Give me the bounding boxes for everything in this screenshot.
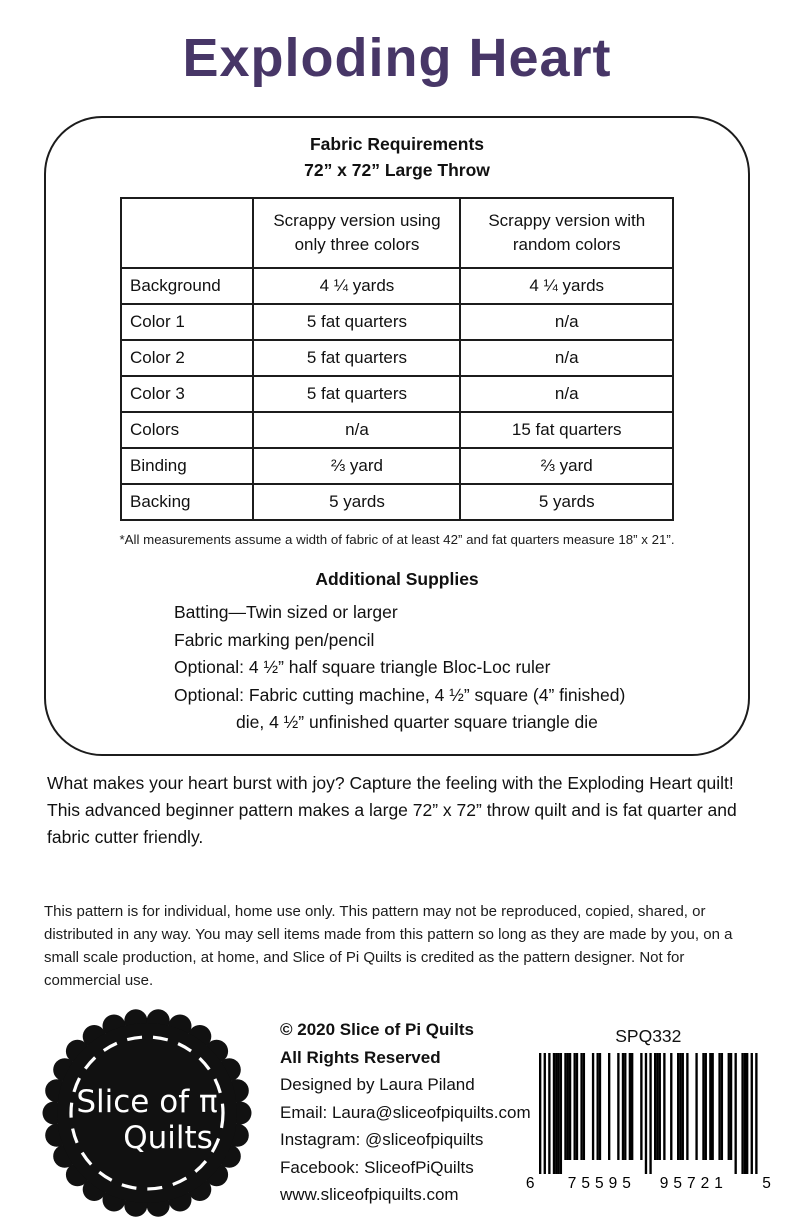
table-header-three-colors: Scrappy version using only three colors bbox=[253, 198, 460, 268]
upc-barcode bbox=[525, 1053, 771, 1193]
table-row bbox=[121, 376, 673, 412]
measurements-footnote: *All measurements assume a width of fabric of at least 42” and fat quarters measure 18” x 21”. bbox=[119, 532, 675, 547]
seal-badge-icon bbox=[42, 1008, 252, 1218]
row-value: 4 ¼ yards bbox=[253, 268, 460, 304]
row-value: n/a bbox=[460, 340, 673, 376]
slice-of-pi-quilts-logo bbox=[42, 1008, 252, 1218]
table-header-row bbox=[121, 198, 673, 268]
table-header-empty bbox=[121, 198, 253, 268]
table-row bbox=[121, 304, 673, 340]
fabric-requirements-table bbox=[120, 197, 674, 521]
table-row bbox=[121, 484, 673, 520]
row-value: 15 fat quarters bbox=[460, 412, 673, 448]
row-value: ⅔ yard bbox=[460, 448, 673, 484]
supply-item: Optional: 4 ½” half square triangle Bloc-Loc ruler bbox=[174, 657, 551, 677]
barcode-digits-right: 95721 bbox=[659, 1175, 728, 1192]
additional-supplies-list bbox=[46, 599, 748, 737]
email-line: Email: Laura@sliceofpiquilts.com bbox=[280, 1102, 531, 1122]
website-line: www.sliceofpiquilts.com bbox=[280, 1185, 459, 1204]
footer bbox=[0, 1008, 794, 1218]
copyright-line: © 2020 Slice of Pi Quilts bbox=[280, 1020, 474, 1039]
row-value: 5 fat quarters bbox=[253, 304, 460, 340]
row-value: ⅔ yard bbox=[253, 448, 460, 484]
table-row bbox=[121, 340, 673, 376]
row-label: Colors bbox=[121, 412, 253, 448]
rights-line: All Rights Reserved bbox=[280, 1047, 441, 1067]
table-row bbox=[121, 268, 673, 304]
copyright-legal-text: This pattern is for individual, home use only. This pattern may not be reproduced, copied, shared, or distributed in any way. You may sell items made from this pattern so long as they are made by you, on a small scale production, at home, and Slice of Pi Quilts is credited as the pattern designer. Not for commercial use. bbox=[44, 903, 733, 989]
facebook-line: Facebook: SliceofPiQuilts bbox=[280, 1157, 474, 1177]
quilt-size-subheading: 72” x 72” Large Throw bbox=[304, 160, 490, 180]
row-value: n/a bbox=[460, 304, 673, 340]
row-value: 4 ¼ yards bbox=[460, 268, 673, 304]
barcode-block bbox=[525, 1026, 771, 1193]
pattern-description: What makes your heart burst with joy? Capture the feeling with the Exploding Heart quilt! This advanced beginner pattern makes a large 72” x 72” throw quilt and is fat quarter and fabric cutter friendly. bbox=[47, 773, 737, 847]
page-title: Exploding Heart bbox=[182, 28, 612, 88]
supply-item: Optional: Fabric cutting machine, 4 ½” square (4” finished) bbox=[174, 684, 626, 705]
supply-item: Batting—Twin sized or larger bbox=[174, 602, 398, 622]
fabric-requirements-box bbox=[44, 116, 750, 756]
table-row bbox=[121, 448, 673, 484]
row-value: 5 yards bbox=[460, 484, 673, 520]
row-label: Color 1 bbox=[121, 304, 253, 340]
row-label: Binding bbox=[121, 448, 253, 484]
table-header-random-colors: Scrappy version with random colors bbox=[460, 198, 673, 268]
additional-supplies-heading: Additional Supplies bbox=[315, 569, 479, 589]
row-value: n/a bbox=[253, 412, 460, 448]
row-label: Background bbox=[121, 268, 253, 304]
designer-line: Designed by Laura Piland bbox=[280, 1075, 475, 1094]
instagram-line: Instagram: @sliceofpiquilts bbox=[280, 1130, 484, 1149]
credits-block bbox=[280, 1016, 531, 1209]
table-row bbox=[121, 412, 673, 448]
barcode-digits-left: 75595 bbox=[567, 1175, 636, 1192]
row-value: 5 fat quarters bbox=[253, 340, 460, 376]
supply-item: Fabric marking pen/pencil bbox=[174, 629, 375, 650]
fabric-requirements-heading: Fabric Requirements bbox=[309, 134, 485, 154]
row-label: Color 2 bbox=[121, 340, 253, 376]
logo-text-line1: Slice of π bbox=[76, 1084, 218, 1120]
row-value: n/a bbox=[460, 376, 673, 412]
row-value: 5 yards bbox=[253, 484, 460, 520]
row-value: 5 fat quarters bbox=[253, 376, 460, 412]
barcode-digit-end: 5 bbox=[762, 1175, 771, 1192]
supply-item-continuation: die, 4 ½” unfinished quarter square triangle die bbox=[236, 712, 598, 732]
barcode-digit-lead: 6 bbox=[525, 1175, 535, 1192]
row-label: Color 3 bbox=[121, 376, 253, 412]
logo-text-line2: Quilts bbox=[123, 1120, 213, 1156]
sku-label: SPQ332 bbox=[615, 1026, 682, 1046]
barcode-bars bbox=[539, 1053, 758, 1193]
row-label: Backing bbox=[121, 484, 253, 520]
